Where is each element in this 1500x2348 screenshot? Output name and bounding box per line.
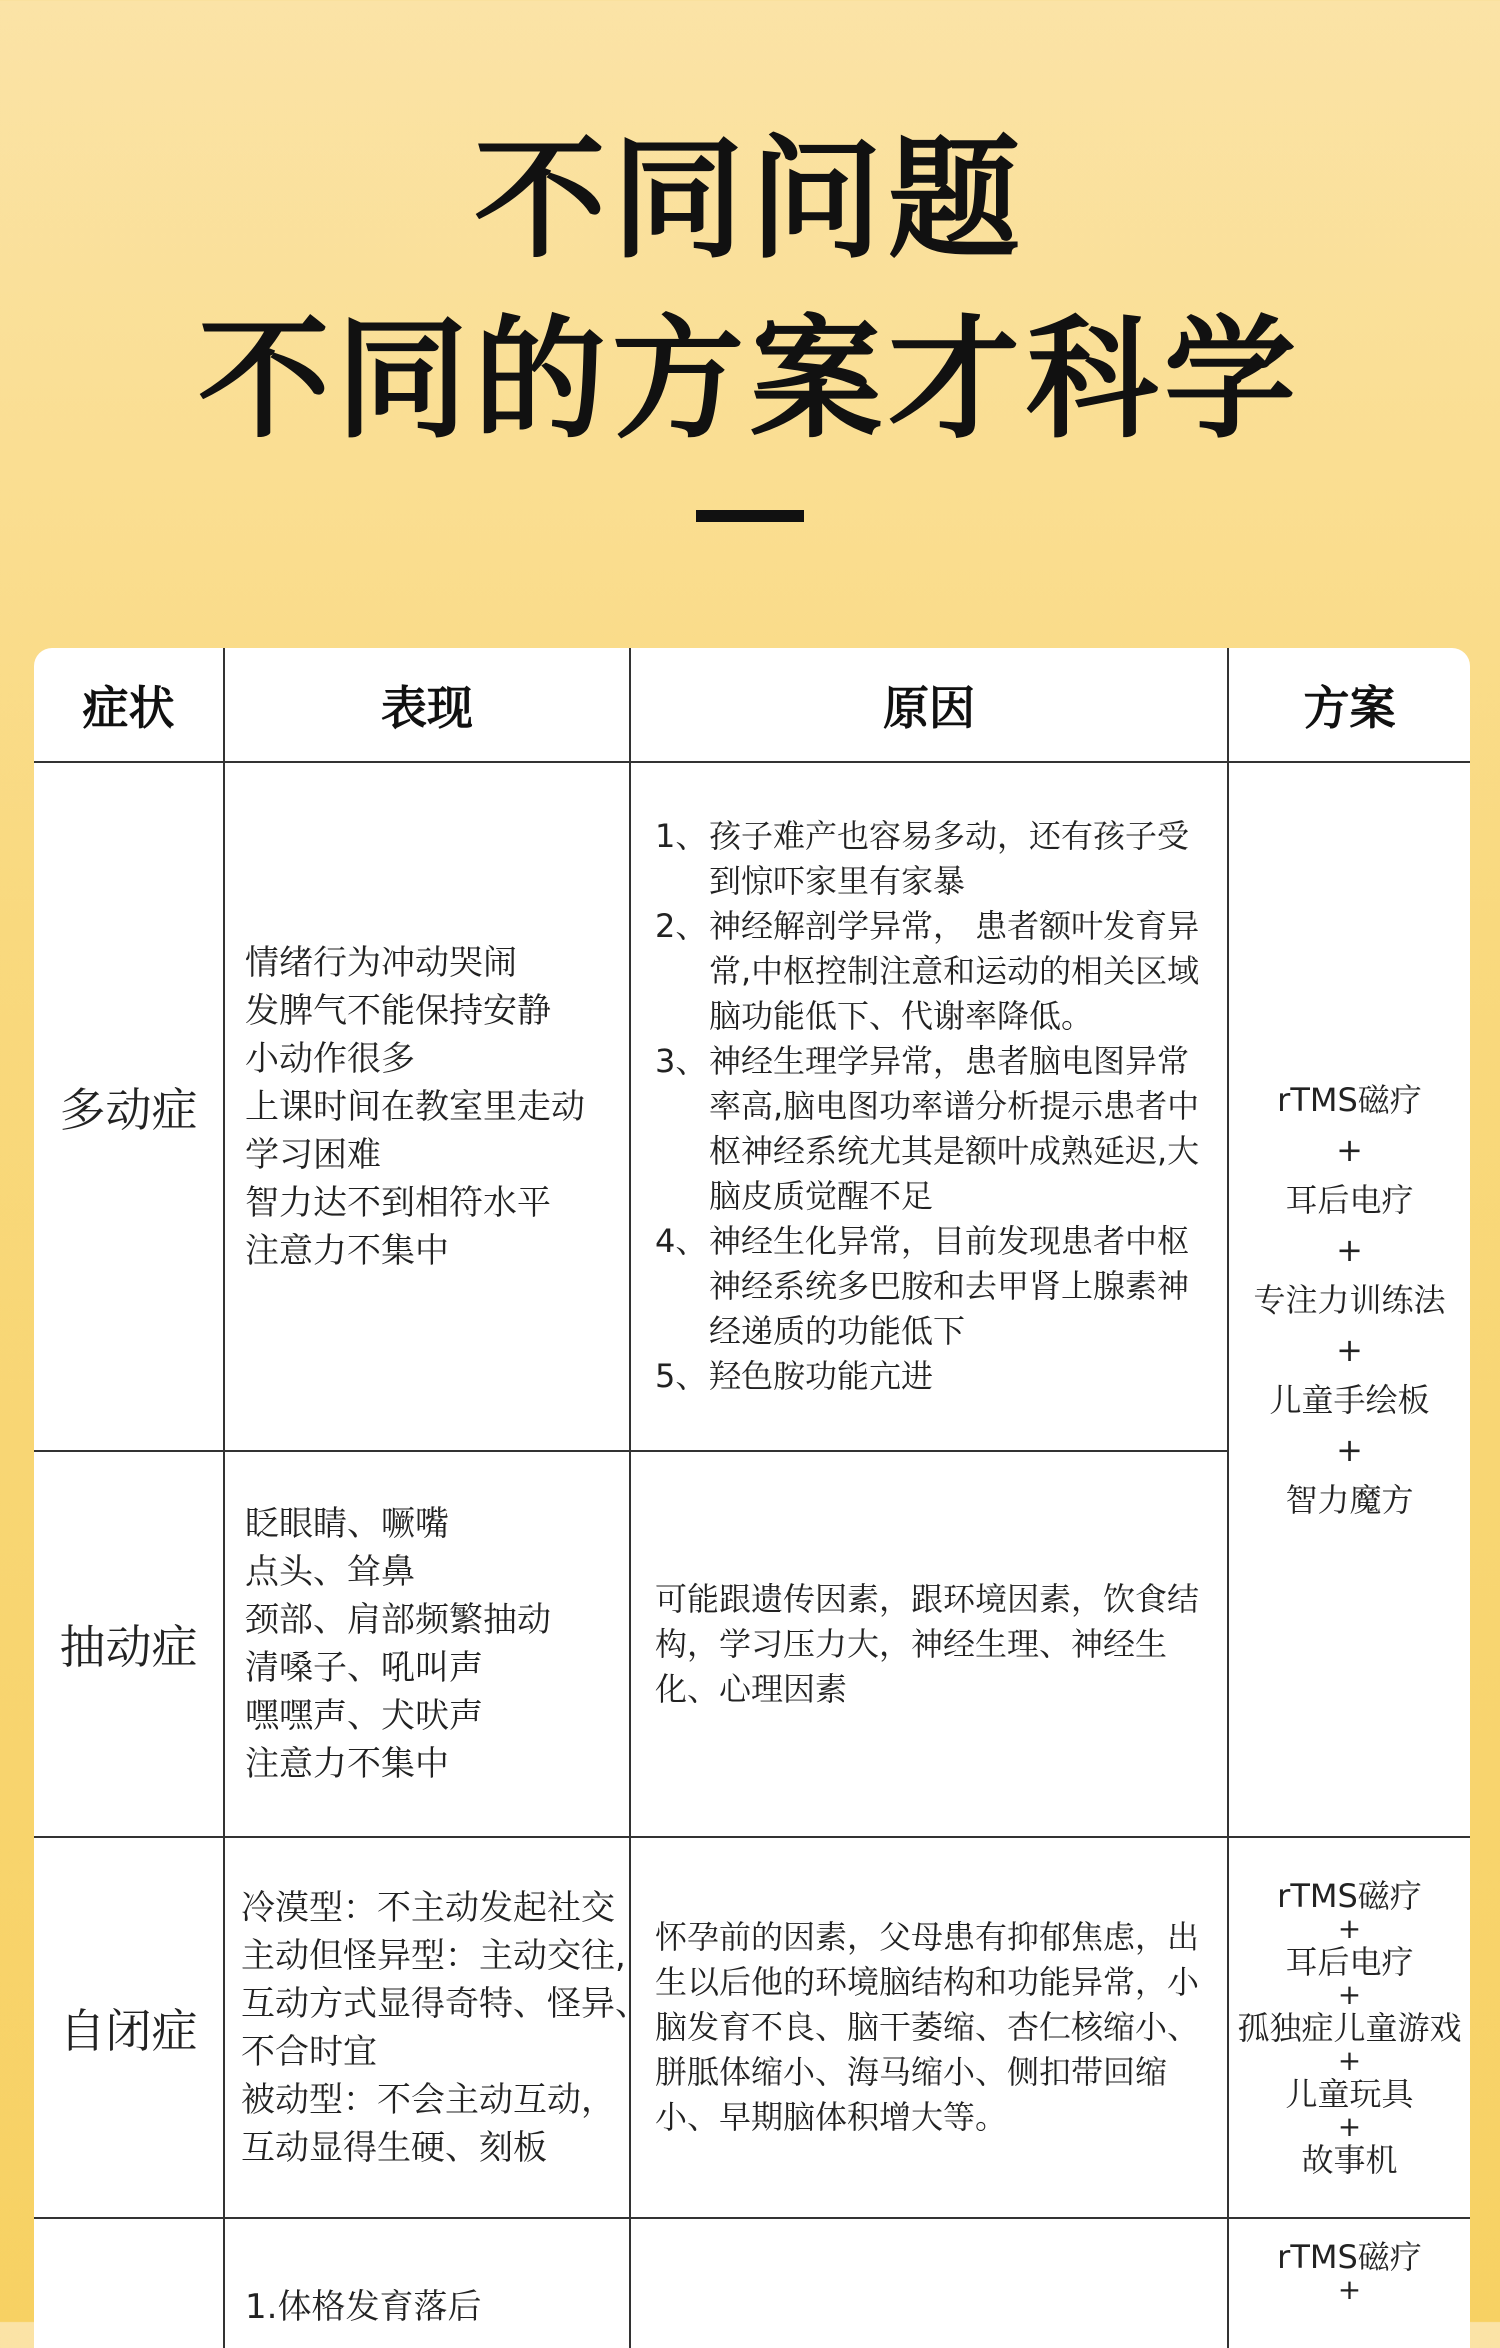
cause-text: 羟色胺功能亢进 bbox=[709, 1357, 934, 1395]
manifestation-line: 互动方式显得奇特、怪异、 bbox=[241, 1983, 649, 2024]
plan-item: 智力魔方 bbox=[1285, 1480, 1414, 1519]
manifestation-line: 智力达不到相符水平 bbox=[245, 1182, 551, 1223]
cause-cell bbox=[630, 762, 1228, 1451]
symptom-cell bbox=[34, 2218, 224, 2348]
hero-banner bbox=[0, 0, 1500, 640]
manifestation-cell bbox=[224, 2218, 630, 2348]
cause-text: 孩子难产也容易多动，还有孩子受到惊吓家里有家暴 bbox=[709, 817, 1190, 900]
plan-item: rTMS磁疗 bbox=[1277, 1080, 1422, 1119]
plan-item: 儿童手绘板 bbox=[1269, 1380, 1430, 1419]
plan-item: 孤独症儿童游戏 bbox=[1237, 2008, 1462, 2047]
manifestation-line: 眨眼睛、噘嘴 bbox=[245, 1504, 449, 1544]
page-title-line2: 不同的方案才科学 bbox=[198, 303, 1302, 457]
plan-cell-partial bbox=[1228, 2218, 1470, 2348]
comparison-table bbox=[34, 648, 1470, 2348]
cause-item bbox=[655, 904, 1213, 1039]
table-row-autism bbox=[34, 1837, 1470, 2218]
cause-item bbox=[655, 814, 1213, 904]
cause-number: 4、 bbox=[655, 1222, 708, 1260]
manifestation-line: 注意力不集中 bbox=[245, 1744, 449, 1784]
manifestation-line: 不合时宜 bbox=[241, 2031, 377, 2072]
cause-number: 3、 bbox=[655, 1042, 708, 1080]
manifestation-line: 1.体格发育落后 bbox=[245, 2287, 482, 2327]
manifestation-cell bbox=[224, 1837, 649, 2218]
cause-cell: 可能跟遗传因素，跟环境因素，饮食结构，学习压力大，神经生理、神经生化、心理因素 bbox=[630, 1451, 1228, 1837]
plus-sign: + bbox=[1336, 1130, 1363, 1169]
header-symptom: 症状 bbox=[34, 648, 224, 762]
cause-number: 2、 bbox=[655, 907, 708, 945]
manifestation-line: 点头、耸鼻 bbox=[245, 1552, 415, 1592]
header-cause: 原因 bbox=[630, 648, 1228, 762]
table-row-partial bbox=[34, 2218, 1470, 2348]
header-manifestation: 表现 bbox=[224, 648, 630, 762]
manifestation-line: 互动显得生硬、刻板 bbox=[241, 2127, 547, 2168]
cause-list bbox=[655, 814, 1213, 1399]
manifestation-cell bbox=[224, 1451, 630, 1837]
plan-item: 故事机 bbox=[1301, 2140, 1398, 2179]
plus-sign: + bbox=[1336, 1430, 1363, 1469]
plus-sign: + bbox=[1337, 2109, 1362, 2143]
manifestation-line: 冷漠型：不主动发起社交 bbox=[241, 1887, 615, 1928]
manifestation-line: 小动作很多 bbox=[245, 1038, 415, 1079]
manifestation-line: 学习困难 bbox=[245, 1134, 381, 1175]
plan-item: rTMS磁疗 bbox=[1277, 2238, 1422, 2276]
table-header-row bbox=[34, 648, 1470, 762]
cause-text: 神经生化异常，目前发现患者中枢神经系统多巴胺和去甲肾上腺素神经递质的功能低下 bbox=[709, 1222, 1190, 1350]
header-plan: 方案 bbox=[1228, 648, 1470, 762]
cause-text: 神经解剖学异常， 患者额叶发育异常,中枢控制注意和运动的相关区域脑功能低下、代谢率降低。 bbox=[709, 907, 1200, 1035]
plan-item: 儿童玩具 bbox=[1285, 2074, 1414, 2113]
cause-item bbox=[655, 1039, 1213, 1219]
manifestation-cell bbox=[224, 762, 630, 1451]
comparison-card bbox=[34, 648, 1470, 2348]
table-row-adhd bbox=[34, 762, 1470, 1451]
cause-item bbox=[655, 1219, 1213, 1354]
manifestation-line: 被动型：不会主动互动， bbox=[241, 2079, 615, 2120]
manifestation-line: 发脾气不能保持安静 bbox=[245, 990, 551, 1031]
plus-sign: + bbox=[1337, 2273, 1362, 2306]
plus-sign: + bbox=[1336, 1230, 1363, 1269]
cause-text: 神经生理学异常，患者脑电图异常率高,脑电图功率谱分析提示患者中枢神经系统尤其是额叶成熟延迟,大脑皮质觉醒不足 bbox=[709, 1042, 1200, 1215]
plan-cell-shared bbox=[1228, 762, 1470, 1837]
plan-item: 耳后电疗 bbox=[1285, 1942, 1414, 1981]
manifestation-line: 情绪行为冲动哭闹 bbox=[245, 942, 517, 983]
symptom-cell: 多动症 bbox=[34, 762, 224, 1451]
plan-item: 耳后电疗 bbox=[1285, 1180, 1414, 1219]
plus-sign: + bbox=[1337, 1911, 1362, 1945]
plan-cell-autism bbox=[1228, 1837, 1470, 2218]
plus-sign: + bbox=[1336, 1330, 1363, 1369]
manifestation-line: 嘿嘿声、犬吠声 bbox=[245, 1696, 483, 1736]
cause-cell bbox=[630, 2218, 1228, 2348]
manifestation-line: 主动但怪异型：主动交往, bbox=[241, 1935, 626, 1976]
cause-number: 1、 bbox=[655, 817, 708, 855]
plus-sign: + bbox=[1337, 1977, 1362, 2011]
title-divider bbox=[696, 510, 804, 522]
cause-item bbox=[655, 1354, 1213, 1399]
manifestation-line: 上课时间在教室里走动 bbox=[245, 1086, 585, 1127]
cause-number: 5、 bbox=[655, 1357, 708, 1395]
cause-cell: 怀孕前的因素，父母患有抑郁焦虑，出生以后他的环境脑结构和功能异常，小脑发育不良、脑干萎缩、杏仁核缩小、胼胝体缩小、海马缩小、侧扣带回缩小、早期脑体积增大等。 bbox=[630, 1837, 1228, 2218]
manifestation-line: 注意力不集中 bbox=[245, 1230, 449, 1271]
manifestation-line: 颈部、肩部频繁抽动 bbox=[245, 1600, 551, 1640]
symptom-cell: 自闭症 bbox=[34, 1837, 224, 2218]
plan-item: rTMS磁疗 bbox=[1277, 1876, 1422, 1915]
symptom-cell: 抽动症 bbox=[34, 1451, 224, 1837]
manifestation-line: 清嗓子、吼叫声 bbox=[245, 1648, 483, 1688]
plan-item: 专注力训练法 bbox=[1253, 1280, 1446, 1319]
page-title-line1: 不同问题 bbox=[474, 123, 1026, 277]
plus-sign: + bbox=[1337, 2043, 1362, 2077]
